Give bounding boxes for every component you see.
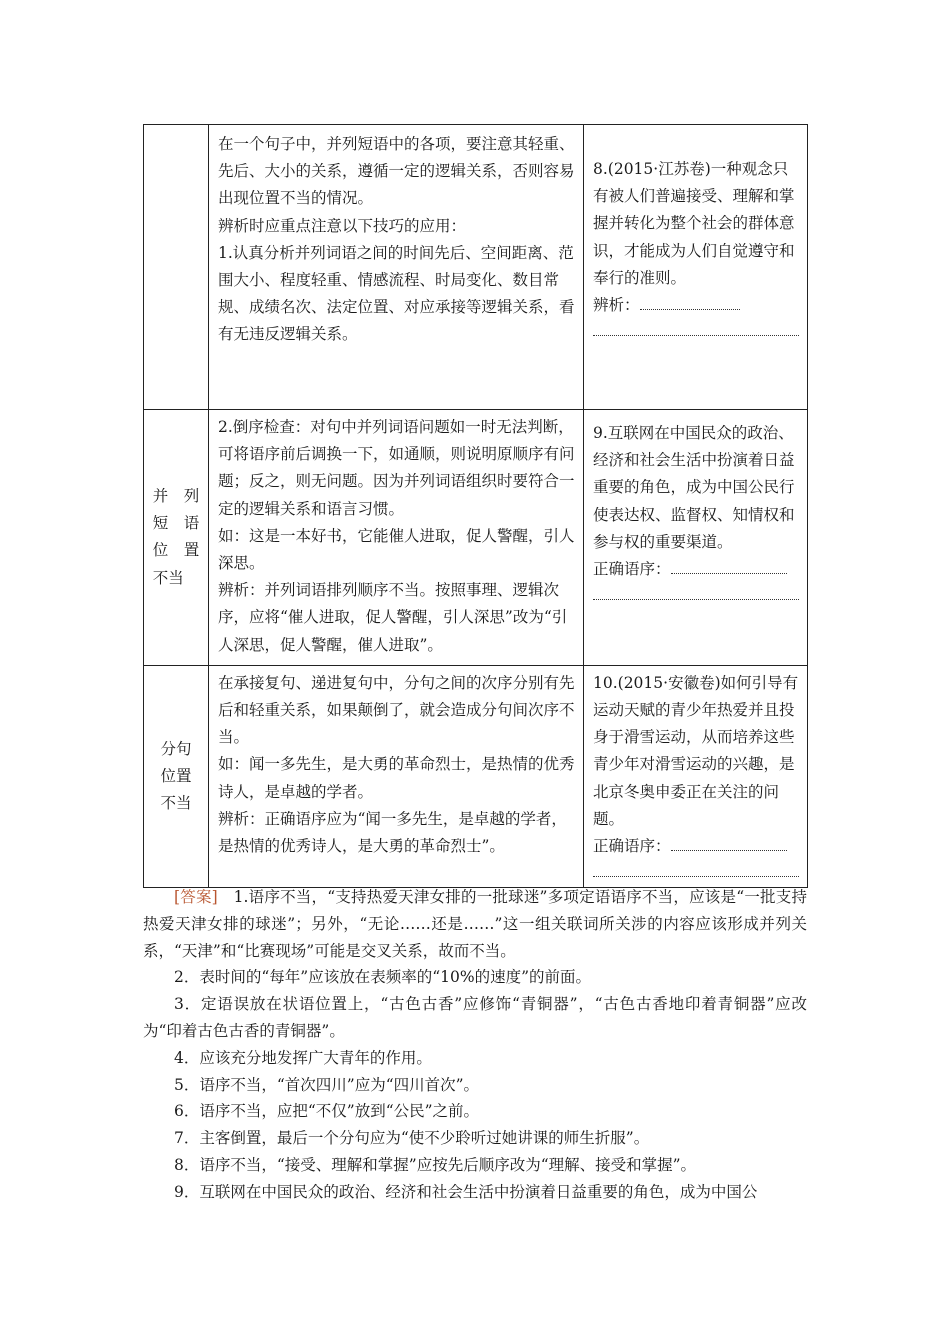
- category-line: 并 列: [152, 487, 200, 505]
- explanation-paragraph: 在一个句子中，并列短语中的各项，要注意其轻重、先后、大小的关系，遵循一定的逻辑关系，否则容易出现位置不当的情况。: [218, 135, 575, 208]
- answer-item: 5．语序不当，“首次四川”应为“四川首次”。: [174, 1075, 480, 1094]
- answer-item: 4．应该充分地发挥广大青年的作用。: [174, 1048, 432, 1067]
- answer-label: 辨析：: [593, 296, 640, 315]
- category-label: [160, 736, 191, 818]
- answer-line: [593, 292, 799, 319]
- explanation-cell: [209, 665, 584, 887]
- explanation-paragraph: 如：闻一多先生，是大勇的革命烈士，是热情的优秀诗人，是卓越的学者。: [218, 755, 575, 801]
- category-line: 位 置: [152, 541, 200, 560]
- table-row: [144, 125, 808, 410]
- explanation-paragraph: 辨析时应重点注意以下技巧的应用：: [218, 216, 467, 235]
- grammar-table: [143, 124, 808, 888]
- explanation-paragraph: 1.认真分析并列词语之间的时间先后、空间距离、范围大小、程度轻重、情感流程、时局变化、数目常规、成绩名次、法定位置、对应承接等逻辑关系，看有无违反逻辑关系。: [218, 243, 575, 344]
- exercise-text: 10.(2015·安徽卷)如何引导有运动天赋的青少年热爱并且投身于滑雪运动，从而培养这些青少年对滑雪运动的兴趣，是北京冬奥申委正在关注的问题。: [593, 673, 799, 828]
- exercise-cell: [584, 125, 808, 410]
- answer-item: [143, 884, 807, 964]
- answer-blank[interactable]: [640, 295, 740, 310]
- explanation-paragraph: 2.倒序检查：对句中并列词语问题如一时无法判断，可将语序前后调换一下，如通顺，则说明原顺序有问题；反之，则无问题。因为并列词语组织时要符合一定的逻辑关系和语言习惯。: [218, 418, 575, 518]
- answer-line: [593, 556, 799, 583]
- answer-item: 9．互联网在中国民众的政治、经济和社会生活中扮演着日益重要的角色，成为中国公: [174, 1182, 758, 1201]
- table-row: [144, 665, 808, 887]
- table-row: [144, 410, 808, 666]
- exercise-text: 9.互联网在中国民众的政治、经济和社会生活中扮演着日益重要的角色，成为中国公民行使表达权、监督权、知情权和参与权的重要渠道。: [593, 424, 795, 551]
- category-line: 位置: [160, 766, 192, 785]
- answer-blank[interactable]: [671, 559, 787, 574]
- category-line: 不当: [152, 568, 184, 587]
- answer-label: 正确语序：: [593, 837, 671, 856]
- category-line: 短 语: [152, 514, 200, 533]
- category-cell: [144, 410, 209, 666]
- answer-label: 正确语序：: [593, 560, 671, 579]
- answer-blank-continued[interactable]: [593, 864, 799, 877]
- category-line: 分句: [160, 739, 192, 758]
- category-label: [153, 483, 200, 592]
- category-cell: [144, 665, 209, 887]
- answer-blank-continued[interactable]: [593, 323, 799, 336]
- answer-item: 6．语序不当，应把“不仅”放到“公民”之前。: [174, 1102, 480, 1121]
- answer-item: 2．表时间的“每年”应该放在表频率的“10%的速度”的前面。: [174, 968, 592, 987]
- answer-item: 7．主客倒置，最后一个分句应为“使不少聆听过她讲课的师生折服”。: [174, 1129, 650, 1148]
- explanation-paragraph: 在承接复句、递进复句中，分句之间的次序分别有先后和轻重关系，如果颠倒了，就会造成分句间次序不当。: [218, 673, 575, 747]
- explanation-paragraph: 如：这是一本好书，它能催人进取，促人警醒，引人深思。: [218, 526, 575, 573]
- exercise-cell: [584, 665, 808, 887]
- exercise-cell: [584, 410, 808, 666]
- answer-text: 1.语序不当，“支持热爱天津女排的一批球迷”多项定语语序不当，应该是“一批支持热爱天津女排的球迷”；另外，“无论……还是……”这一组关联词所关涉的内容应该形成并列关系，“天津”和“比赛现场”可能是交叉关系，故而不当。: [143, 888, 807, 960]
- answer-item: 8．语序不当，“接受、理解和掌握”应按先后顺序改为“理解、接受和掌握”。: [174, 1155, 697, 1174]
- answer-item: 3．定语误放在状语位置上，“古色古香”应修饰“青铜器”，“古色古香地印着青铜器”应改为“印着古色古香的青铜器”。: [143, 995, 807, 1040]
- answer-blank[interactable]: [671, 836, 787, 851]
- answer-tag: [答案]: [174, 888, 218, 906]
- answer-line: [593, 833, 799, 860]
- answer-section: [143, 884, 807, 1206]
- exercise-text: 8.(2015·江苏卷)一种观念只有被人们普遍接受、理解和掌握并转化为整个社会的群体意识，才能成为人们自觉遵守和奉行的准则。: [593, 160, 795, 287]
- explanation-paragraph: 辨析：并列词语排列顺序不当。按照事理、逻辑次序，应将“催人进取，促人警醒，引人深思”改为“引人深思，促人警醒，催人进取”。: [218, 581, 568, 654]
- answer-blank-continued[interactable]: [593, 587, 799, 600]
- explanation-cell: [209, 125, 584, 410]
- explanation-cell: [209, 410, 584, 666]
- category-line: 不当: [160, 793, 192, 812]
- explanation-paragraph: 辨析：正确语序应为“闻一多先生，是卓越的学者，是热情的优秀诗人，是大勇的革命烈士”。: [218, 809, 567, 856]
- category-cell-empty: [144, 125, 209, 410]
